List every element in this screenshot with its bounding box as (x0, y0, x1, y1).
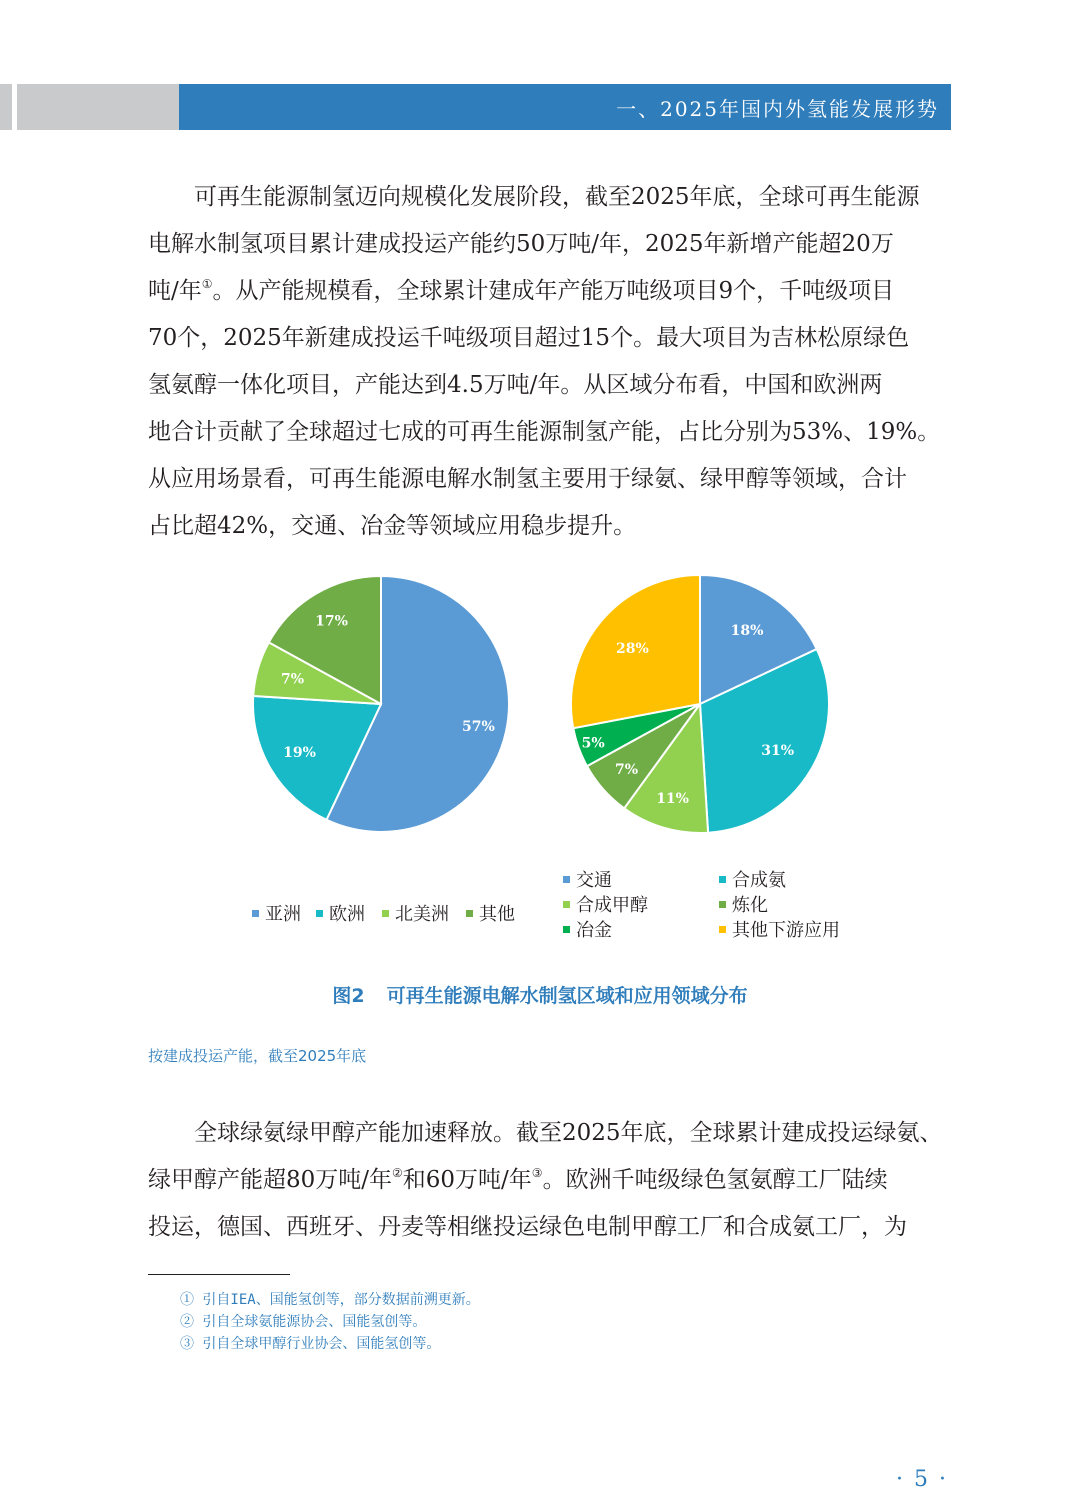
text-line (148, 1110, 953, 1157)
legend-label: 其他下游应用 (732, 920, 840, 941)
figure-caption-text: 可再生能源电解水制氢区域和应用领域分布 (386, 985, 748, 1007)
slice-label: 7% (280, 671, 305, 688)
legend-swatch (719, 926, 726, 933)
text-run: 。欧洲千吨级绿色氢氨醇工厂陆续 (542, 1167, 888, 1193)
legend-label: 亚洲 (265, 904, 301, 925)
text-run: 地合计贡献了全球超过七成的可再生能源制氢产能，占比分别为53%、19%。 (148, 419, 941, 445)
region-legend (252, 900, 542, 926)
footnote-ref: ② (392, 1166, 403, 1180)
footnote-item: ① 引自IEA、国能氢创等，部分数据前溯更新。 (180, 1292, 480, 1308)
text-line (148, 456, 953, 503)
text-run: 。从产能规模看，全球累计建成年产能万吨级项目9个，千吨级项目 (212, 278, 895, 304)
footnote-item: ② 引自全球氨能源协会、国能氢创等。 (180, 1314, 427, 1330)
legend-swatch (719, 876, 726, 883)
slice-label: 17% (315, 613, 348, 630)
header-bar (179, 84, 951, 130)
legend-item (466, 900, 515, 926)
slice-label: 18% (730, 622, 764, 639)
figure-note: 按建成投运产能，截至2025年底 (148, 1047, 367, 1065)
text-run: 电解水制氢项目累计建成投运产能约50万吨/年，2025年新增产能超20万 (148, 231, 894, 257)
legend-swatch (382, 910, 389, 917)
legend-swatch (563, 926, 570, 933)
legend-swatch (563, 901, 570, 908)
header-gray-block (17, 84, 179, 130)
text-run: 可再生能源制氢迈向规模化发展阶段，截至2025年底，全球可再生能源 (194, 184, 920, 210)
header-title: 一、2025年国内外氢能发展形势 (616, 96, 939, 121)
legend-label: 冶金 (576, 920, 612, 941)
footnote-ref: ① (201, 277, 213, 291)
legend-swatch (466, 910, 473, 917)
text-line (148, 409, 953, 456)
slice-label: 19% (283, 745, 316, 762)
slice-label: 7% (614, 761, 639, 778)
legend-item (719, 891, 768, 917)
figure-caption (0, 981, 1080, 1008)
slice-label: 28% (616, 641, 649, 658)
legend-item (316, 900, 365, 926)
footnote-ref: ③ (531, 1166, 543, 1180)
text-line (148, 268, 953, 315)
legend-swatch (252, 910, 259, 917)
footnote-divider (148, 1274, 290, 1275)
text-run: 70个，2025年新建成投运千吨级项目超过15个。最大项目为吉林松原绿色 (148, 325, 910, 351)
legend-item (563, 866, 612, 892)
region-pie-chart (241, 564, 521, 844)
slice-label: 31% (761, 743, 795, 759)
paragraph-1 (148, 174, 953, 550)
text-run: 吨/年 (148, 278, 202, 304)
legend-item (563, 891, 648, 917)
text-run: 氢氨醇一体化项目，产能达到4.5万吨/年。从区域分布看，中国和欧洲两 (148, 372, 883, 398)
text-line (148, 315, 953, 362)
paragraph-2 (148, 1110, 953, 1251)
text-run: 全球绿氨绿甲醇产能加速释放。截至2025年底，全球累计建成投运绿氨、 (194, 1120, 943, 1146)
legend-item (252, 900, 301, 926)
text-line (148, 1157, 953, 1204)
text-run: 投运，德国、西班牙、丹麦等相继投运绿色电制甲醇工厂和合成氨工厂，为 (148, 1214, 907, 1240)
footnote-item: ③ 引自全球甲醇行业协会、国能氢创等。 (180, 1336, 441, 1352)
text-run: 和60万吨/年 (402, 1167, 532, 1193)
legend-label: 北美洲 (395, 904, 449, 925)
legend-swatch (719, 901, 726, 908)
legend-label: 欧洲 (329, 904, 365, 925)
slice-label: 5% (581, 735, 605, 752)
legend-label: 炼化 (732, 895, 768, 916)
legend-label: 其他 (479, 904, 515, 925)
legend-label: 交通 (576, 870, 612, 891)
text-run: 从应用场景看，可再生能源电解水制氢主要用于绿氨、绿甲醇等领域，合计 (148, 466, 907, 492)
legend-item (719, 866, 786, 892)
legend-item (719, 916, 840, 942)
text-line (148, 174, 953, 221)
legend-swatch (316, 910, 323, 917)
text-line (148, 362, 953, 409)
legend-swatch (563, 876, 570, 883)
text-run: 绿甲醇产能超80万吨/年 (148, 1167, 393, 1193)
application-legend (563, 866, 873, 946)
legend-item (563, 916, 612, 942)
slice-label: 11% (656, 791, 689, 808)
legend-label: 合成氨 (732, 870, 786, 891)
figure-number: 图2 (332, 985, 365, 1007)
header-gray-block-left (0, 84, 12, 130)
application-pie-chart (560, 564, 840, 844)
footnotes (180, 1289, 480, 1355)
text-line (148, 1204, 953, 1251)
page-number: · 5 · (896, 1467, 948, 1492)
legend-label: 合成甲醇 (576, 895, 648, 916)
slice-label: 57% (462, 718, 495, 735)
text-line (148, 221, 953, 268)
legend-item (382, 900, 449, 926)
text-run: 占比超42%，交通、冶金等领域应用稳步提升。 (148, 513, 637, 539)
text-line (148, 503, 953, 550)
